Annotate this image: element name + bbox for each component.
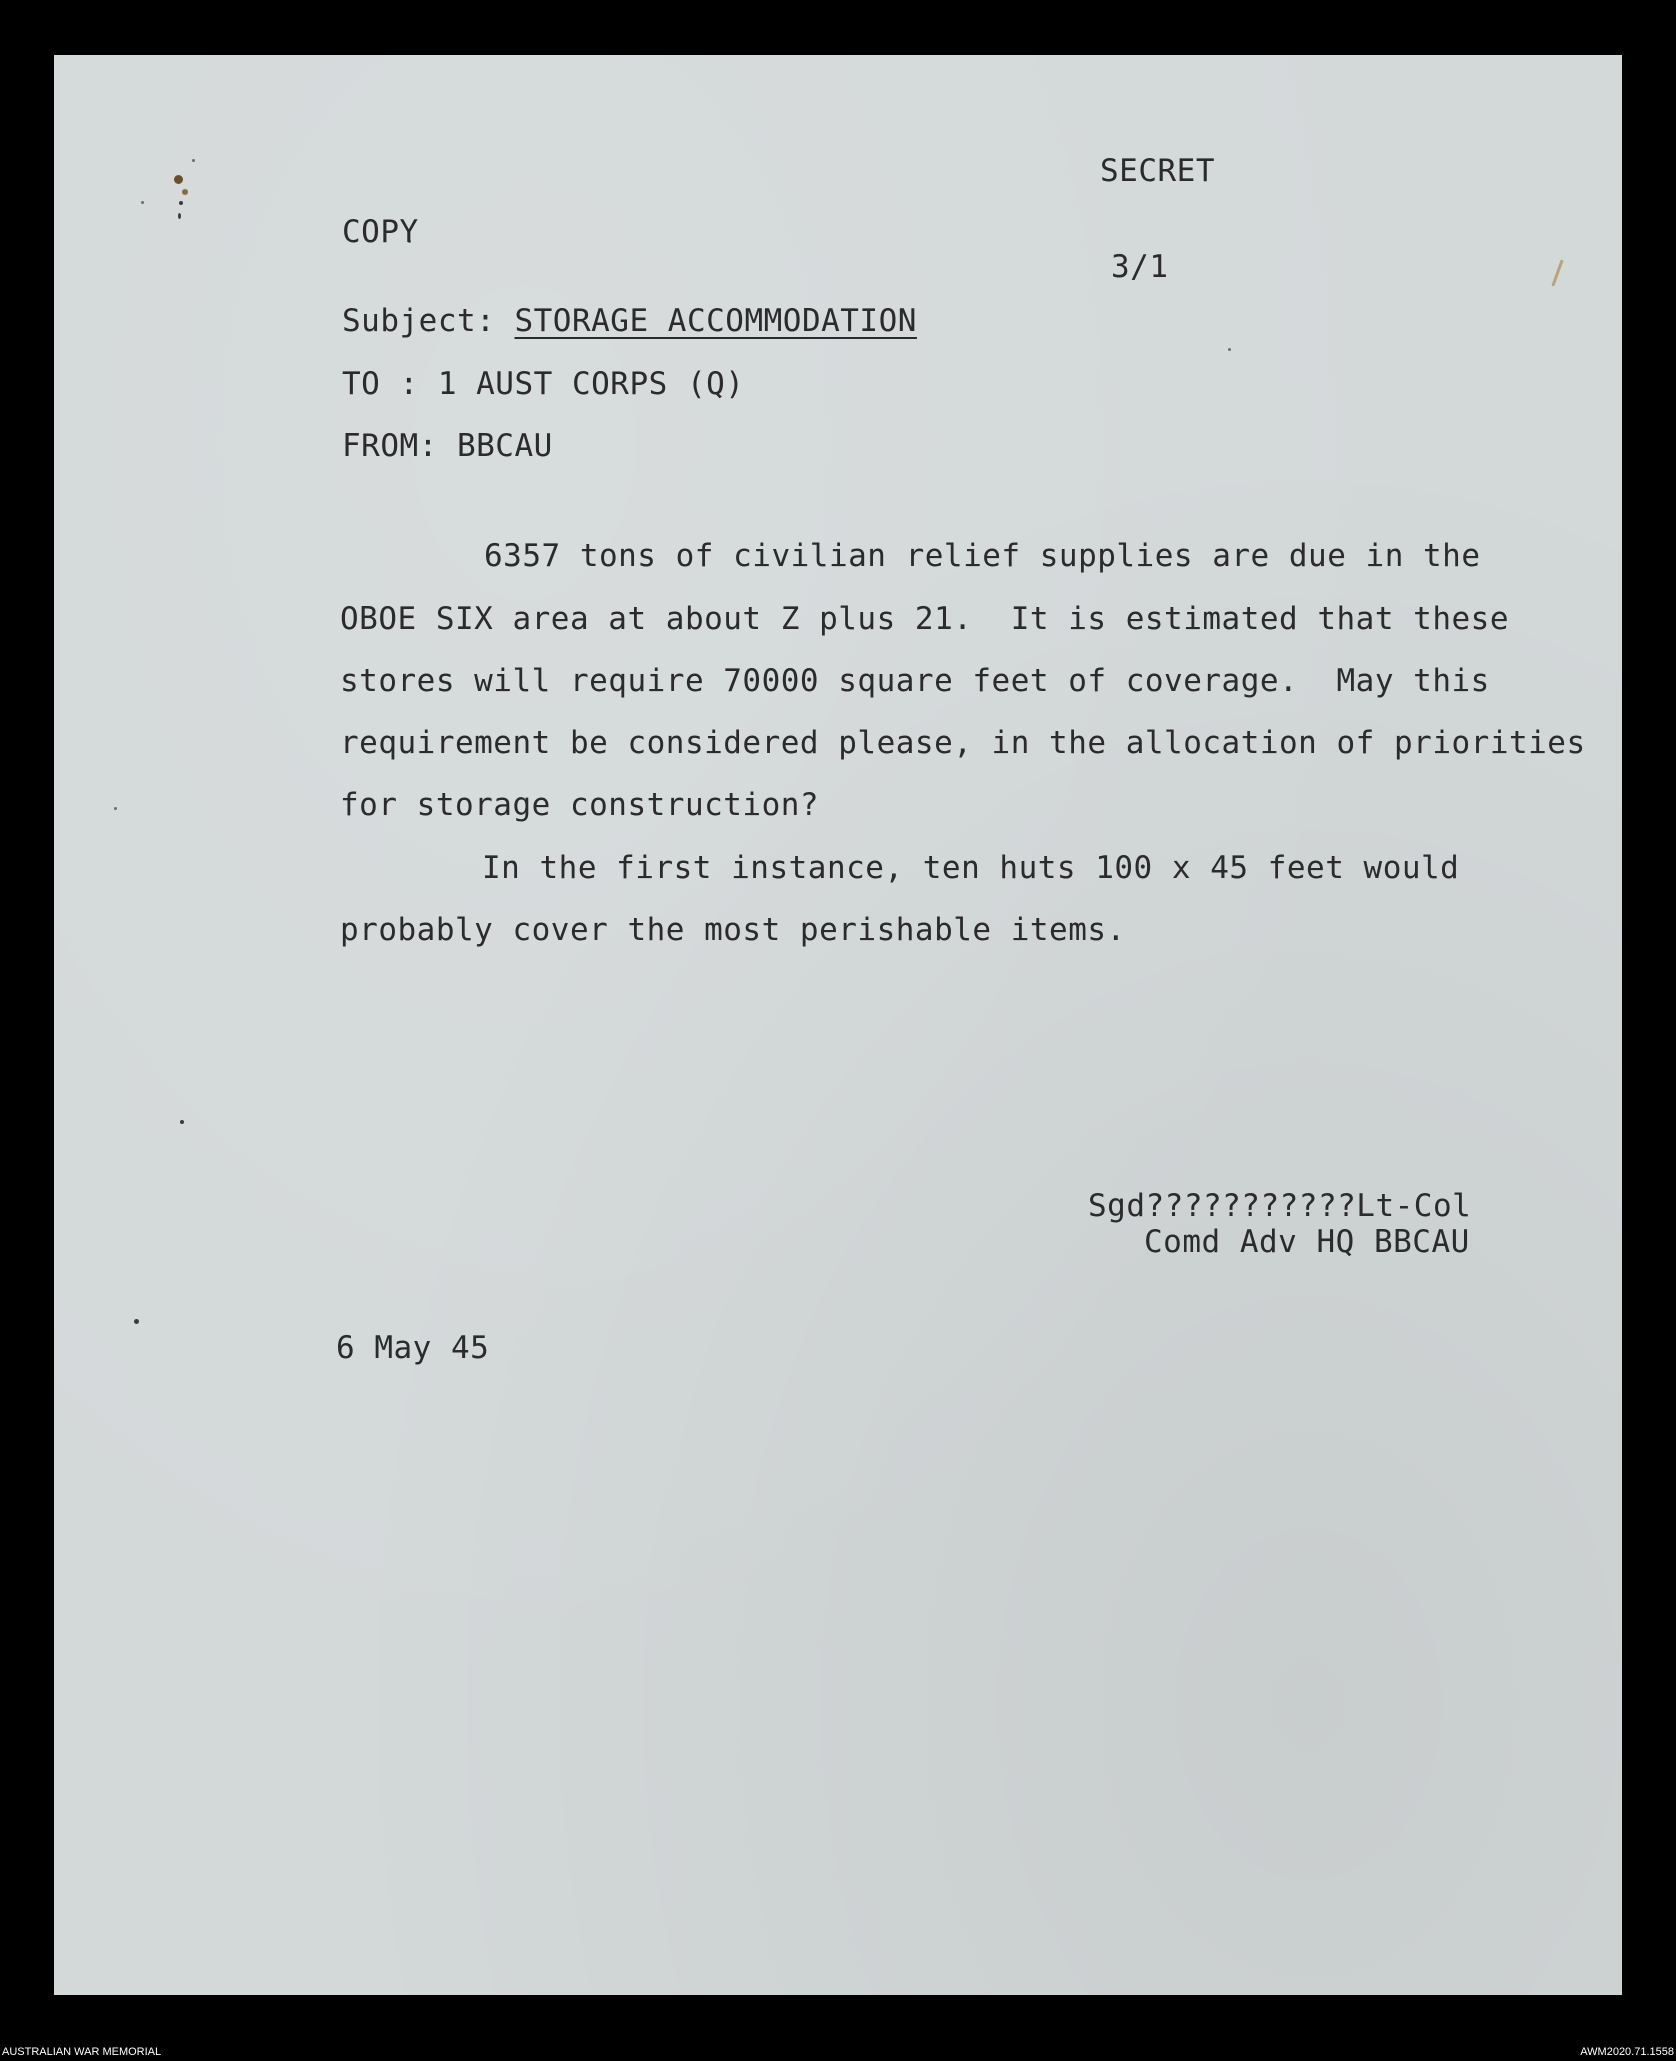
paragraph-1-line: 6357 tons of civilian relief supplies are due in the bbox=[484, 538, 1481, 574]
ink-speck bbox=[179, 201, 183, 205]
paragraph-2-line: In the first instance, ten huts 100 x 45 feet would bbox=[482, 850, 1460, 886]
paragraph-1-line: requirement be considered please, in the allocation of priorities bbox=[340, 725, 1586, 761]
from-line: FROM: BBCAU bbox=[342, 428, 553, 464]
ink-speck bbox=[114, 807, 117, 810]
archive-credit: AUSTRALIAN WAR MEMORIAL bbox=[2, 2046, 162, 2058]
reference-number: 3/1 bbox=[1111, 249, 1169, 285]
paragraph-1-line: OBOE SIX area at about Z plus 21. It is estimated that these bbox=[340, 601, 1509, 637]
paragraph-1-line: stores will require 70000 square feet of coverage. May this bbox=[340, 663, 1490, 699]
ink-speck bbox=[180, 1120, 184, 1124]
paragraph-2-line: probably cover the most perishable items. bbox=[340, 912, 1126, 948]
document-page bbox=[54, 55, 1622, 1995]
pencil-mark bbox=[1551, 259, 1563, 286]
ink-speck bbox=[192, 159, 195, 162]
ink-speck bbox=[134, 1319, 139, 1324]
ink-speck bbox=[178, 213, 181, 219]
document-date: 6 May 45 bbox=[336, 1330, 490, 1366]
subject-title: STORAGE ACCOMMODATION bbox=[514, 303, 917, 339]
classification-mark: SECRET bbox=[1100, 153, 1215, 189]
paragraph-1-line: for storage construction? bbox=[340, 787, 820, 823]
archive-accession-number: AWM2020.71.1558 bbox=[1580, 2046, 1674, 2058]
signature-line: Sgd???????????Lt-Col bbox=[1088, 1188, 1472, 1224]
subject-line bbox=[342, 303, 917, 339]
signature-title: Comd Adv HQ BBCAU bbox=[1144, 1224, 1470, 1260]
ink-speck bbox=[1228, 348, 1231, 351]
ink-speck bbox=[141, 201, 144, 204]
copy-mark: COPY bbox=[342, 214, 419, 250]
rust-stain bbox=[174, 175, 183, 184]
to-line: TO : 1 AUST CORPS (Q) bbox=[342, 366, 745, 402]
rust-stain bbox=[182, 189, 188, 195]
subject-prefix: Subject: bbox=[342, 303, 496, 339]
